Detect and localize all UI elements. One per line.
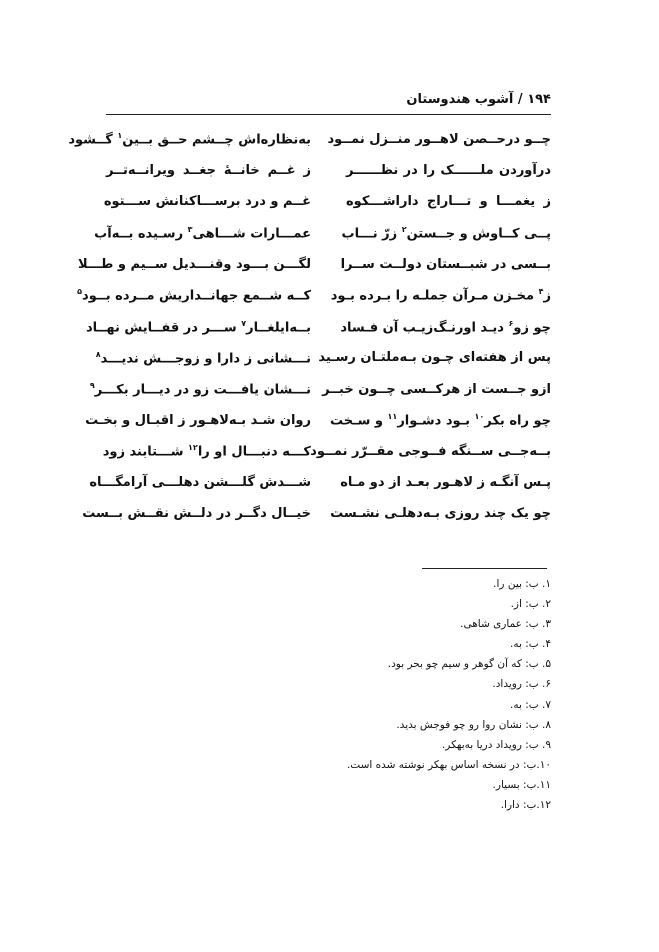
hemistich-right: چــو درحــصن لاهــور منــزل نمــود (327, 132, 551, 148)
footnote: ۱۱.ب: بسیار. (492, 778, 551, 791)
verse-row (94, 218, 551, 249)
verse-row (89, 467, 551, 498)
footnote: ۱۰.ب: در نسخه اساس بهکر نوشته شده است. (346, 758, 551, 771)
hemistich-left: کــه شــمع جهانــداریش مــرده بــود$^۵$ (77, 287, 311, 304)
footnote-marker: ۱ (117, 131, 123, 141)
footnote: ۷. ب: به. (510, 698, 551, 711)
hemistich-left: روان شـد بـه‌لاهـور ز اقبـال و بخـت (85, 412, 311, 428)
hemistich-left: شـــدش گلـــشن دهلـــی آرامگـــاه (89, 475, 311, 491)
verse-row (102, 436, 551, 467)
footnote-list (251, 574, 551, 815)
hemistich-right: درآوردن ملــــــک را در نظــــــر (346, 163, 551, 179)
hemistich-left: ز غــم خانــهٔ جغــد ویرانــه‌تــر (106, 163, 311, 179)
footnote-marker: ۱۲ (188, 443, 198, 453)
running-header: ۱۹۴ / آشوب هندوستان (106, 92, 551, 115)
hemistich-left: غــم و درد برســـاکنانش ســـتوه (103, 194, 311, 210)
hemistich-left: لگـــن بـــود وقنـــدیل ســیم و طـــلا (77, 256, 311, 272)
hemistich-left: نـــشانی ز دارا و زوجـــش ندیـــد$^۸$ (95, 349, 311, 367)
footnote-marker: ۱۰ (474, 412, 485, 422)
verse-row (77, 249, 551, 280)
verse-row (68, 124, 551, 155)
footnote-marker: ۲ (401, 224, 407, 234)
hemistich-left: نـــشان یافـــت زو در دیـــار بکـــر$^۹$ (89, 380, 311, 398)
footnote-marker: ۳ (187, 224, 193, 234)
footnote: ۴. ب: به. (510, 638, 551, 651)
hemistich-left: بــه‌ایلغــار$^۷$ ســـر در قفــایش نهــاد (85, 318, 311, 335)
verse-row (82, 498, 551, 529)
hemistich-left: خیــال دگــر در دلــش نقــش بــست (82, 506, 311, 522)
footnote: ۶. ب: رویداد. (492, 678, 551, 691)
hemistich-right: ز یغمـــا و تـــاراج داراشـــکوه (346, 194, 551, 210)
hemistich-right: چو یک چند روزی بـه‌دهلـی نشـست (330, 506, 551, 522)
footnote: ۸. ب: نشان روا رو چو فوجش بدید. (396, 718, 551, 731)
footnote: ۹. ب: رویداد دریا به‌بهکر. (441, 738, 551, 751)
hemistich-right: پس از هفته‌ای چـون بـه‌ملتـان رسـید (318, 350, 551, 366)
footnote: ۲. ب: از. (510, 598, 551, 611)
footnote-marker: ۶ (508, 318, 514, 328)
hemistich-left: عمـــارات شـــاهی$^۳$ رسـیده بــه‌آب (94, 224, 311, 242)
hemistich-right: ز$^۴$ مخـزن مـرآن جملـه را بـرده بـود (330, 287, 551, 304)
verse-row (103, 186, 551, 217)
verse-row (85, 311, 551, 342)
footnote-marker: ۵ (77, 287, 83, 297)
footnote: ۱۲.ب: دارا. (500, 799, 551, 812)
hemistich-right: بــسی در شبــستان دولــت ســرا (340, 256, 551, 272)
verse-row (77, 280, 551, 311)
footnote: ۱. ب: بین را. (493, 578, 551, 590)
hemistich-right: پـس آنگـه ز لاهـور بعـد از دو مـاه (340, 475, 551, 491)
hemistich-left: کـــه دنبـــال او را$^{۱۲}$ شـــتابند زود (102, 443, 311, 460)
footnote-marker: ۹ (89, 380, 95, 390)
hemistich-left: به‌نظاره‌اش چــشم حــق بــین$^۱$ گــشود (68, 131, 311, 148)
verse-row (106, 155, 551, 186)
footnote: ۵. ب: که آن گوهر و سیم چو بحر بود. (387, 658, 551, 671)
verse-row (85, 405, 551, 436)
verse-row (95, 342, 551, 373)
footnote-marker: ۱۱ (387, 412, 398, 422)
footnote-separator (422, 568, 547, 569)
footnote-marker: ۴ (538, 287, 544, 297)
footnote-marker: ۷ (241, 318, 247, 328)
footnote-marker: ۸ (95, 349, 101, 359)
verse-block (68, 124, 551, 529)
verse-row (89, 374, 551, 405)
hemistich-right: پــی کــاوش و جــستن$^۲$ زرّ نـــاب (341, 224, 551, 242)
footnote: ۳. ب: عماری شاهی. (460, 618, 551, 631)
hemistich-right: ازو جــست از هرکــسی چــون خبــر (322, 381, 551, 397)
hemistich-right: چو زو$^۶$ دیـد اورنـگ‌زیـب آن فـساد (340, 318, 551, 335)
hemistich-right: بــه‌جــی ســنگه فــوجی مقــرّر نمــود (310, 443, 551, 459)
hemistich-right: چو راه بکر$^{۱۰}$ بـود دشـوار$^{۱۱}$ و سـخت (330, 412, 551, 429)
